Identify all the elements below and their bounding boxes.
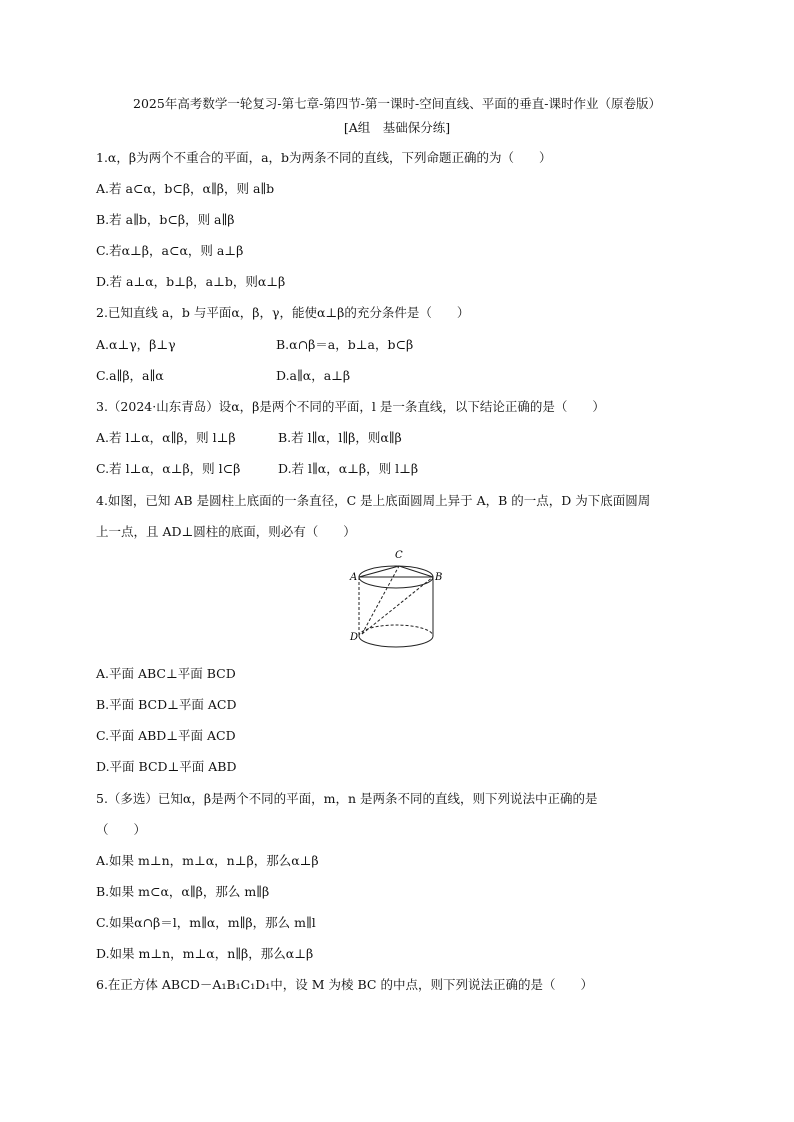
q4-option-a: A.平面 ABC⊥平面 BCD: [96, 666, 236, 681]
q5-stem-line1: 5.（多选）已知α，β是两个不同的平面，m，n 是两条不同的直线，则下列说法中正确的是: [96, 791, 598, 806]
q6-stem: 6.在正方体 ABCD－A₁B₁C₁D₁中，设 M 为棱 BC 的中点，则下列说法正确的是（ ）: [96, 977, 593, 992]
q3-option-c: C.若 l⊥α，α⊥β，则 l⊂β: [96, 461, 241, 476]
q2-option-d: D.a∥α，a⊥β: [276, 368, 351, 383]
q5-option-d: D.如果 m⊥n，m⊥α，n∥β，那么α⊥β: [96, 946, 314, 961]
q4-option-c: C.平面 ABD⊥平面 ACD: [96, 728, 236, 743]
q4-stem-line1: 4.如图，已知 AB 是圆柱上底面的一条直径，C 是上底面圆周上异于 A，B 的一点，D 为下底面圆周: [96, 493, 651, 508]
q3-option-b: B.若 l∥α，l∥β，则α∥β: [278, 430, 402, 445]
cylinder-figure: [346, 546, 456, 658]
q2-option-b: B.α∩β＝a，b⊥a，b⊂β: [276, 337, 414, 352]
q1-option-b: B.若 a∥b，b⊂β，则 a∥β: [96, 212, 235, 227]
q3-option-d: D.若 l∥α，α⊥β，则 l⊥β: [278, 461, 419, 476]
document-title: 2025年高考数学一轮复习-第七章-第四节-第一课时-空间直线、平面的垂直-课时作业（原卷版）: [133, 96, 661, 111]
q5-option-a: A.如果 m⊥n，m⊥α，n⊥β，那么α⊥β: [96, 853, 319, 868]
q4-stem-line2: 上一点，且 AD⊥圆柱的底面，则必有（ ）: [96, 524, 356, 539]
figure-label-c: C: [395, 550, 403, 561]
q4-option-d: D.平面 BCD⊥平面 ABD: [96, 759, 237, 774]
section-subtitle: [A组 基础保分练]: [343, 120, 451, 135]
q2-stem: 2.已知直线 a，b 与平面α，β，γ，能使α⊥β的充分条件是（ ）: [96, 305, 470, 320]
q5-option-b: B.如果 m⊂α，α∥β，那么 m∥β: [96, 884, 270, 899]
q5-stem-line2: （ ）: [96, 822, 147, 837]
q3-stem: 3.（2024·山东青岛）设α，β是两个不同的平面，l 是一条直线，以下结论正确的是（ ）: [96, 399, 605, 414]
q3-option-a: A.若 l⊥α，α∥β，则 l⊥β: [96, 430, 236, 445]
figure-label-b: B: [435, 572, 443, 583]
q1-option-d: D.若 a⊥α，b⊥β，a⊥b，则α⊥β: [96, 274, 286, 289]
q4-option-b: B.平面 BCD⊥平面 ACD: [96, 697, 237, 712]
q1-option-a: A.若 a⊂α，b⊂β，α∥β，则 a∥b: [96, 181, 275, 196]
q5-option-c: C.如果α∩β＝l，m∥α，m∥β，那么 m∥l: [96, 915, 316, 930]
figure-label-d: D: [350, 632, 359, 643]
figure-label-a: A: [350, 572, 358, 583]
q2-option-a: A.α⊥γ，β⊥γ: [96, 337, 176, 352]
q2-option-c: C.a∥β，a∥α: [96, 368, 164, 383]
q1-stem: 1.α，β为两个不重合的平面，a，b为两条不同的直线，下列命题正确的为（ ）: [96, 150, 552, 165]
q1-option-c: C.若α⊥β，a⊂α，则 a⊥β: [96, 243, 244, 258]
